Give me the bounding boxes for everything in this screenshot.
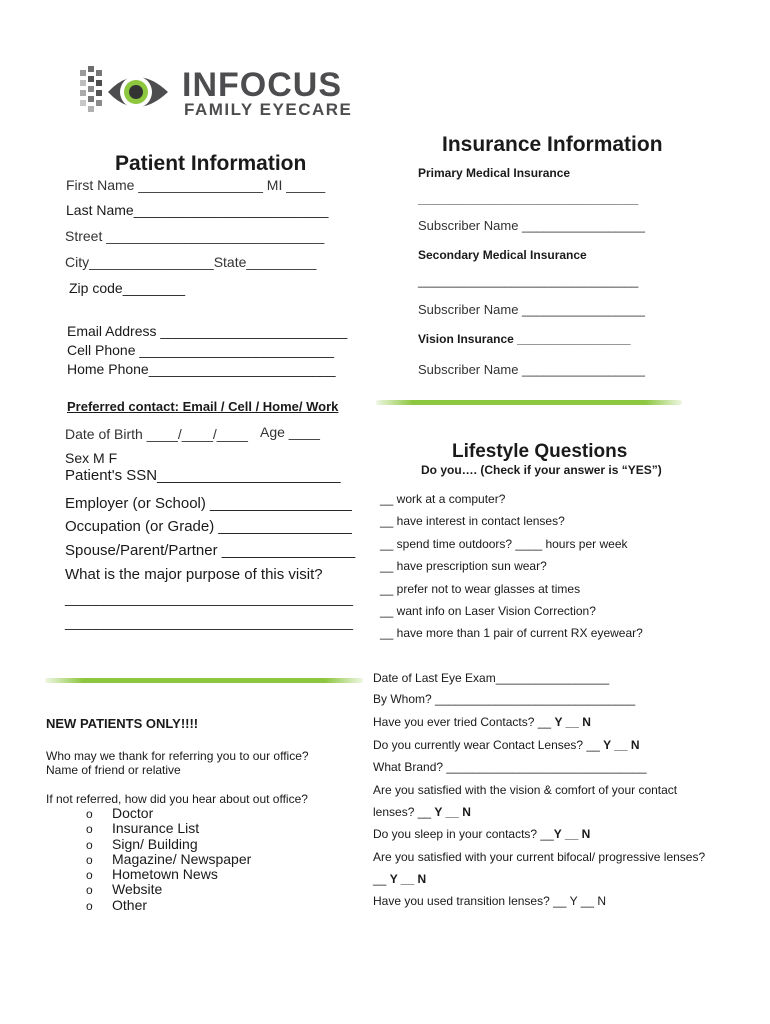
sleep-contacts-question[interactable]: Do you sleep in your contacts? __Y __ N — [373, 827, 591, 841]
ssn-field[interactable]: Patient's SSN______________________ — [65, 467, 341, 484]
wear-contacts-question[interactable]: Do you currently wear Contact Lenses? __ Y __ N — [373, 738, 640, 752]
hear-about-options — [46, 806, 251, 913]
brand-field[interactable]: What Brand? ______________________________ — [373, 760, 647, 774]
secondary-insurance-label: Secondary Medical Insurance — [418, 248, 587, 262]
logo — [78, 64, 353, 120]
referral-question: Who may we thank for referring you to our office? — [46, 749, 309, 763]
option-other[interactable]: o Other — [86, 896, 148, 913]
cell-phone-field[interactable]: Cell Phone _________________________ — [67, 342, 335, 358]
divider-right — [376, 400, 682, 405]
street-field[interactable]: Street ____________________________ — [65, 228, 325, 244]
email-field[interactable]: Email Address ________________________ — [67, 323, 348, 339]
option-doctor[interactable]: o Doctor — [86, 805, 154, 821]
subscriber-name-3[interactable]: Subscriber Name _________________ — [418, 362, 645, 377]
vision-insurance-field[interactable]: Vision Insurance _________________ — [418, 332, 631, 346]
lifestyle-item-sunwear[interactable]: __ have prescription sun wear? — [380, 559, 547, 573]
lifestyle-item-laser[interactable]: __ want info on Laser Vision Correction? — [380, 604, 596, 618]
primary-insurance-label: Primary Medical Insurance — [418, 166, 571, 180]
zip-code-field[interactable]: Zip code________ — [69, 280, 185, 296]
transition-lenses-question[interactable]: Have you used transition lenses? __ Y __ N — [373, 894, 607, 908]
referral-name-label: Name of friend or relative — [46, 763, 181, 777]
employer-field[interactable]: Employer (or School) _________________ — [65, 495, 352, 512]
hear-about-question: If not referred, how did you hear about out office? — [46, 792, 308, 806]
first-name-field[interactable]: First Name ________________ MI _____ — [66, 177, 326, 193]
lifestyle-item-no-glasses[interactable]: __ prefer not to wear glasses at times — [380, 582, 581, 596]
insurance-info-title: Insurance Information — [442, 133, 663, 156]
patient-info-title: Patient Information — [115, 152, 307, 175]
visit-purpose-line-2[interactable]: _____________________________________ — [65, 614, 354, 630]
lifestyle-item-rx-pairs[interactable]: __ have more than 1 pair of current RX eyewear? — [380, 626, 643, 640]
lifestyle-item-contacts[interactable]: __ have interest in contact lenses? — [380, 514, 565, 528]
bifocal-answer[interactable]: __ Y __ N — [373, 872, 427, 886]
option-website[interactable]: o Website — [86, 881, 163, 898]
option-sign-building[interactable]: o Sign/ Building — [86, 835, 198, 852]
dob-field[interactable]: Date of Birth ____/____/____ — [65, 426, 248, 442]
lifestyle-item-computer[interactable]: __ work at a computer? — [380, 492, 506, 506]
last-exam-field[interactable]: Date of Last Eye Exam_________________ — [373, 671, 610, 685]
spouse-field[interactable]: Spouse/Parent/Partner ________________ — [65, 542, 356, 559]
by-whom-field[interactable]: By Whom? ______________________________ — [373, 692, 636, 706]
visit-purpose-line-1[interactable]: _____________________________________ — [65, 590, 354, 606]
eye-logo-icon — [78, 64, 174, 120]
lifestyle-item-outdoors[interactable]: __ spend time outdoors? ____ hours per week — [380, 537, 628, 551]
sex-field[interactable]: Sex M F — [65, 450, 118, 466]
city-state-field[interactable]: City________________State_________ — [65, 254, 317, 270]
option-insurance-list[interactable]: o Insurance List — [86, 820, 200, 837]
lifestyle-title: Lifestyle Questions — [452, 441, 628, 462]
last-name-field[interactable]: Last Name_________________________ — [66, 202, 329, 218]
logo-title: INFOCUS — [182, 66, 342, 104]
satisfied-contacts-answer[interactable]: lenses? __ Y __ N — [373, 805, 471, 819]
home-phone-field[interactable]: Home Phone________________________ — [67, 361, 336, 377]
divider-left — [45, 678, 363, 683]
new-patients-title: NEW PATIENTS ONLY!!!! — [46, 716, 199, 731]
satisfied-contacts-question: Are you satisfied with the vision & comfort of your contact — [373, 783, 678, 797]
age-field[interactable]: Age ____ — [260, 424, 320, 440]
preferred-contact[interactable]: Preferred contact: Email / Cell / Home/ Work — [67, 399, 339, 414]
option-hometown-news[interactable]: o Hometown News — [86, 866, 218, 883]
occupation-field[interactable]: Occupation (or Grade) ________________ — [65, 518, 352, 535]
option-magazine[interactable]: o Magazine/ Newspaper — [86, 850, 252, 867]
logo-subtitle: FAMILY EYECARE — [184, 100, 353, 119]
lifestyle-subtitle: Do you…. (Check if your answer is “YES”) — [421, 463, 662, 477]
bifocal-question: Are you satisfied with your current bifocal/ progressive lenses? — [373, 850, 706, 864]
primary-insurance-field[interactable]: _________________________________ — [418, 192, 639, 206]
tried-contacts-question[interactable]: Have you ever tried Contacts? __ Y __ N — [373, 715, 591, 729]
subscriber-name-2[interactable]: Subscriber Name _________________ — [418, 302, 645, 317]
visit-purpose-question: What is the major purpose of this visit? — [65, 566, 323, 583]
secondary-insurance-field[interactable]: _________________________________ — [418, 274, 639, 288]
subscriber-name-1[interactable]: Subscriber Name _________________ — [418, 218, 645, 233]
